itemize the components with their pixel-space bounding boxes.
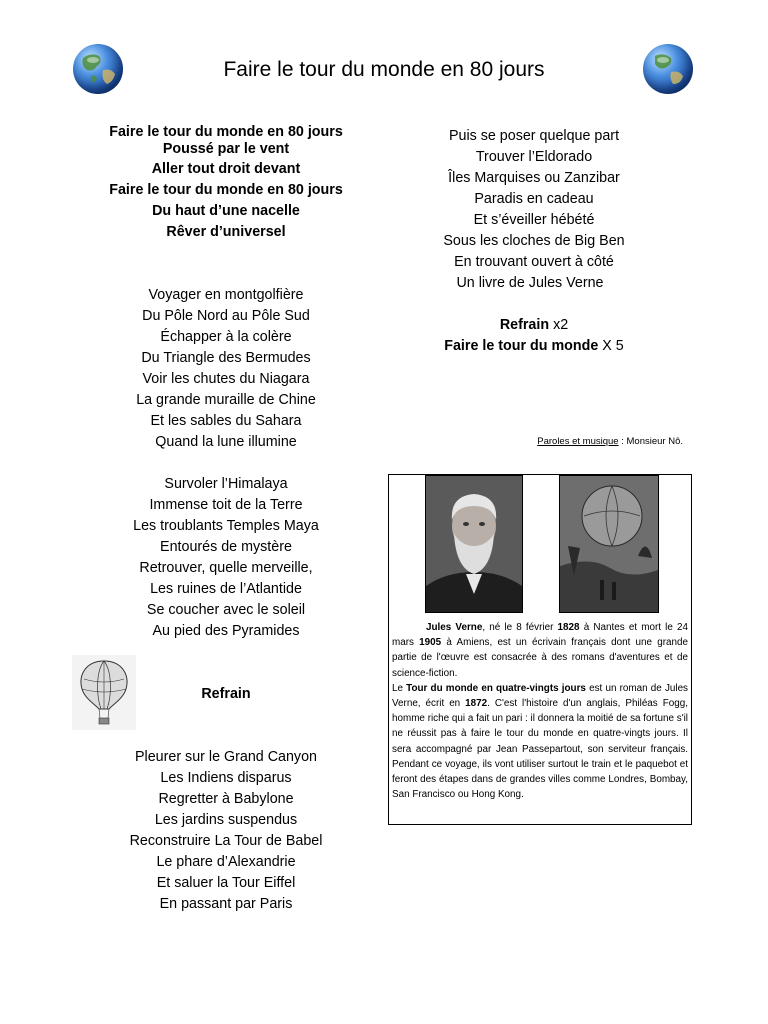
lyric-line: Rêver d’universel	[166, 224, 286, 240]
bio-paragraph-book	[392, 681, 688, 803]
lyric-line: Îles Marquises ou Zanzibar	[448, 170, 620, 186]
lyric-line: Regretter à Babylone	[158, 791, 294, 807]
lyric-line: Poussé par le vent	[162, 141, 290, 157]
lyric-line: Puis se poser quelque part	[448, 128, 620, 144]
hot-air-balloon-illustration	[72, 655, 136, 730]
bio-book-title: Tour du monde en quatre-vingts jours	[406, 682, 586, 694]
page-title: Faire le tour du monde en 80 jours	[223, 58, 545, 81]
verse-3-stanza	[76, 747, 376, 915]
bio-text: Le	[392, 682, 407, 694]
right-lyrics-column	[384, 126, 684, 357]
credit-label: Paroles et musique	[537, 436, 619, 447]
lyric-line: Les ruines de l’Atlantide	[150, 581, 302, 597]
bio-paragraph-verne	[392, 620, 688, 681]
lyric-line: Paradis en cadeau	[474, 191, 594, 207]
tour-du-monde-book-cover-image	[559, 475, 659, 613]
bio-name: Jules Verne	[426, 622, 483, 633]
lyric-line: Aller tout droit devant	[151, 161, 301, 177]
lyric-line: Entourés de mystère	[160, 539, 292, 555]
biography-text	[392, 620, 688, 802]
lyric-line: Reconstruire La Tour de Babel	[129, 833, 323, 849]
lyric-line: Le phare d’Alexandrie	[156, 854, 296, 870]
bio-text: à Amiens, est un écrivain français dont une grande partie de l'œuvre est consacrée à des romans d'aventures et de science-fiction.	[392, 637, 689, 679]
left-lyrics-column	[76, 122, 376, 915]
refrain-label: Refrain	[201, 686, 251, 702]
lyric-line: Du Pôle Nord au Pôle Sud	[142, 308, 310, 324]
lyric-line: La grande muraille de Chine	[136, 392, 316, 408]
lyric-line: Les troublants Temples Maya	[133, 518, 319, 534]
tour-bold: Faire le tour du monde	[444, 338, 599, 354]
jules-verne-portrait-image	[425, 475, 523, 613]
verse-2-stanza	[76, 474, 376, 642]
lyric-line: Voyager en montgolfière	[148, 287, 304, 303]
lyric-line: Immense toit de la Terre	[149, 497, 303, 513]
lyric-line: Pleurer sur le Grand Canyon	[135, 749, 317, 765]
lyric-line: En passant par Paris	[159, 896, 293, 912]
lyric-line: Faire le tour du monde en 80 jours	[109, 124, 343, 140]
lyric-line: Se coucher avec le soleil	[146, 602, 306, 618]
lyric-line: Retrouver, quelle merveille,	[139, 560, 313, 576]
bio-year: 1905	[419, 637, 442, 649]
chorus-stanza	[76, 122, 376, 243]
bio-year: 1872	[465, 698, 488, 710]
lyric-line: Faire le tour du monde en 80 jours	[109, 182, 343, 198]
verse-4-stanza	[384, 126, 684, 294]
lyric-line: Du haut d’une nacelle	[152, 203, 300, 219]
lyric-line: Trouver l’Eldorado	[475, 149, 593, 165]
bio-text: à Nantes et mort le 24 mars	[392, 622, 688, 649]
lyrics-credit	[384, 436, 683, 447]
lyric-line: Un livre de Jules Verne	[456, 275, 604, 291]
verse-1-stanza	[76, 285, 376, 453]
refrain-times: x2	[549, 317, 569, 333]
lyric-line: Du Triangle des Bermudes	[141, 350, 311, 366]
refrain-bold: Refrain	[499, 317, 550, 333]
tour-repeat-line	[384, 336, 684, 357]
lyric-line: Et s’éveiller hébété	[473, 212, 595, 228]
lyric-line: Les Indiens disparus	[160, 770, 292, 786]
bio-year: 1828	[557, 622, 580, 633]
credit-separator: :	[618, 436, 627, 447]
lyric-line: Au pied des Pyramides	[152, 623, 300, 639]
lyric-line: En trouvant ouvert à côté	[454, 254, 614, 270]
credit-author: Monsieur Nô.	[626, 436, 683, 447]
refrain-repeat-line	[384, 315, 684, 336]
bio-text: , né le 8 février	[482, 622, 558, 633]
lyric-line: Échapper à la colère	[160, 329, 292, 345]
bio-text: est un roman de Jules Verne, écrit en	[392, 682, 688, 710]
lyric-line: Voir les chutes du Niagara	[142, 371, 310, 387]
lyric-line: Les jardins suspendus	[154, 812, 298, 828]
lyric-line: Et saluer la Tour Eiffel	[156, 875, 296, 891]
lyric-line: Quand la lune illumine	[155, 434, 297, 450]
lyric-line: Survoler l’Himalaya	[164, 476, 288, 492]
tour-times: X 5	[598, 338, 624, 354]
lyric-line: Et les sables du Sahara	[150, 413, 302, 429]
lyric-line: Sous les cloches de Big Ben	[443, 233, 625, 249]
bio-text: . C'est l'histoire d'un anglais, Philéas Fogg, homme riche qui a fait un pari : il donnera la moitié de sa fortune s'il ne réussit pas à faire le tour du monde en quatre-vingts jours. Il sera accompagné par Jean Passepartout, son serviteur français. Pendant ce voyage, ils vont utiliser surtout le train et le paquebot et feront des étapes dans de grandes villes comme Londres, Bombay, San Francisco ou Hong Kong.	[392, 698, 688, 801]
jules-verne-info-box	[388, 474, 692, 825]
